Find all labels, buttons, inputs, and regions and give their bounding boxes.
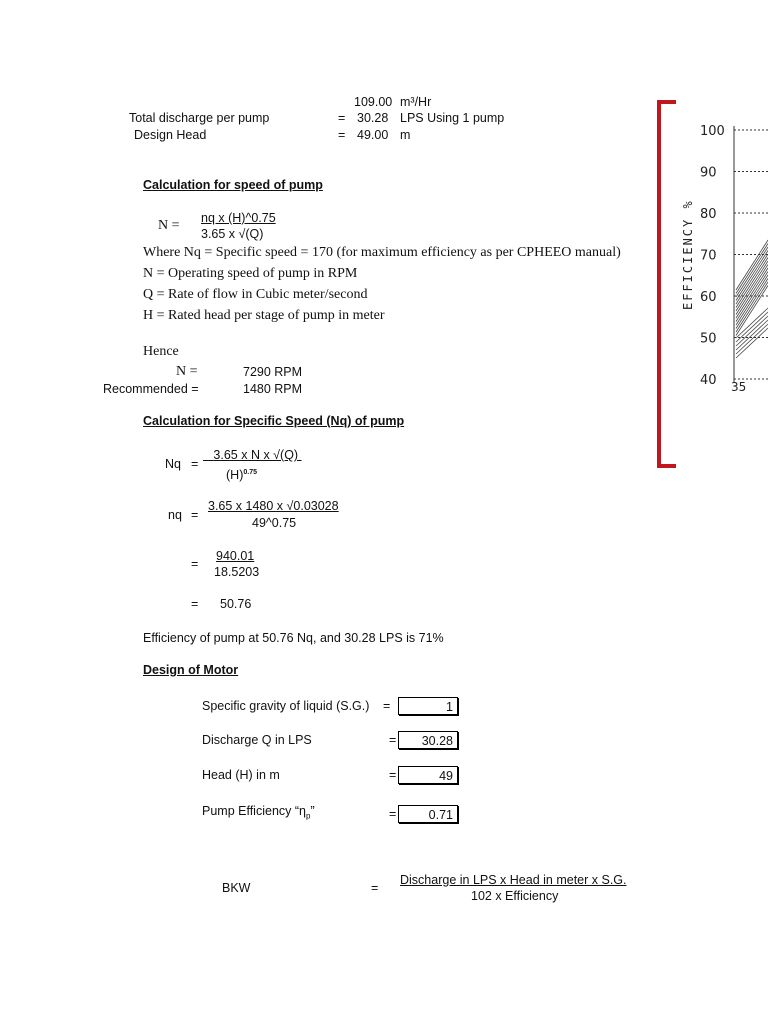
- equals-sign: =: [383, 699, 391, 713]
- nq-formula-numerator-text: 3.65 x N x √(Q): [213, 448, 299, 462]
- equals-sign: =: [191, 597, 199, 611]
- bkw-formula-denominator: 102 x Efficiency: [471, 889, 559, 903]
- pump-efficiency-close-quote: ”: [310, 804, 315, 818]
- total-discharge-value: 30.28: [357, 111, 389, 125]
- sg-value-cell[interactable]: 1: [398, 697, 458, 715]
- equals-sign: =: [338, 111, 346, 125]
- bracket-path: [659, 102, 676, 466]
- chart-hatch-line: [736, 308, 768, 338]
- chart-tick-100: 100: [700, 124, 725, 139]
- chart-tick-40: 40: [700, 373, 717, 388]
- discharge-q-value-cell[interactable]: 30.28: [398, 731, 458, 749]
- equals-sign: =: [389, 733, 397, 747]
- pump-efficiency-label-text: Pump Efficiency “η: [202, 804, 306, 818]
- equals-sign: =: [191, 508, 199, 522]
- q-definition: Q = Rate of flow in Cubic meter/second: [143, 287, 368, 302]
- total-discharge-label: Total discharge per pump: [129, 111, 270, 125]
- n-result-value: 7290 RPM: [243, 365, 303, 379]
- total-discharge-unit: LPS Using 1 pump: [400, 111, 505, 125]
- efficiency-chart-fragment: [676, 110, 768, 400]
- specific-speed-definition: Where Nq = Specific speed = 170 (for maximum efficiency as per CPHEEO manual): [143, 245, 621, 260]
- n-formula-denominator: 3.65 x √(Q): [201, 227, 264, 241]
- chart-tick-90: 90: [700, 165, 717, 181]
- pump-efficiency-value-cell[interactable]: 0.71: [398, 805, 458, 823]
- nq-formula-denominator-text: (H): [226, 468, 244, 483]
- specific-speed-heading: Calculation for Specific Speed (Nq) of pump: [143, 414, 405, 428]
- chart-tick-60: 60: [700, 290, 717, 305]
- equals-sign: =: [338, 128, 346, 142]
- nq-result-value: 50.76: [220, 597, 252, 611]
- nq-substitution-denominator: 49^0.75: [252, 516, 297, 530]
- head-label: Head (H) in m: [202, 768, 280, 782]
- head-value-cell[interactable]: 49: [398, 766, 458, 784]
- chart-ylabel: EFFICIENCY %: [681, 199, 695, 310]
- equals-sign: =: [389, 807, 397, 821]
- motor-heading: Design of Motor: [143, 663, 239, 677]
- nq-step-numerator: 940.01: [216, 549, 255, 563]
- recommended-label: Recommended =: [103, 382, 199, 396]
- chart-hatch-line: [736, 328, 768, 358]
- equals-sign: =: [191, 557, 199, 571]
- nq-formula-exponent: 0.75: [243, 469, 257, 476]
- chart-tick-70: 70: [700, 248, 717, 264]
- equals-sign: =: [191, 457, 199, 471]
- discharge-hr-value: 109.00: [354, 95, 393, 109]
- chart-tick-50: 50: [700, 331, 717, 347]
- discharge-hr-unit: m³/Hr: [400, 95, 432, 109]
- nq-substitution-numerator: 3.65 x 1480 x √0.03028: [208, 499, 339, 513]
- nq-formula-denominator: [226, 465, 257, 483]
- pump-efficiency-label: [202, 804, 315, 824]
- nq-formula-numerator: [203, 448, 302, 463]
- sg-label: Specific gravity of liquid (S.G.): [202, 699, 370, 713]
- nq-label: Nq: [165, 457, 181, 471]
- n-definition: N = Operating speed of pump in RPM: [143, 266, 358, 281]
- pump-efficiency-subscript: p: [305, 811, 311, 821]
- nq-step-denominator: 18.5203: [214, 565, 260, 579]
- bkw-label: BKW: [222, 881, 251, 895]
- efficiency-note: Efficiency of pump at 50.76 Nq, and 30.28 LPS is 71%: [143, 631, 444, 645]
- discharge-q-label: Discharge Q in LPS: [202, 733, 312, 747]
- n-formula-label: N =: [158, 218, 180, 233]
- design-head-unit: m: [400, 128, 411, 142]
- chart-hatching: [736, 240, 768, 358]
- h-definition: H = Rated head per stage of pump in meter: [143, 308, 385, 323]
- n-result-label: N =: [176, 364, 198, 379]
- hence-label: Hence: [143, 344, 179, 359]
- equals-sign: =: [389, 768, 397, 782]
- bkw-formula-numerator: Discharge in LPS x Head in meter x S.G.: [400, 873, 627, 887]
- equals-sign: =: [371, 881, 379, 895]
- design-head-label: Design Head: [134, 128, 207, 142]
- nq-lower-label: nq: [168, 508, 182, 522]
- design-head-value: 49.00: [357, 128, 389, 142]
- n-formula-numerator: nq x (H)^0.75: [201, 211, 276, 225]
- speed-heading: Calculation for speed of pump: [143, 178, 323, 192]
- recommended-value: 1480 RPM: [243, 382, 303, 396]
- chart-x-tick: 35: [731, 380, 747, 394]
- chart-tick-80: 80: [700, 207, 717, 222]
